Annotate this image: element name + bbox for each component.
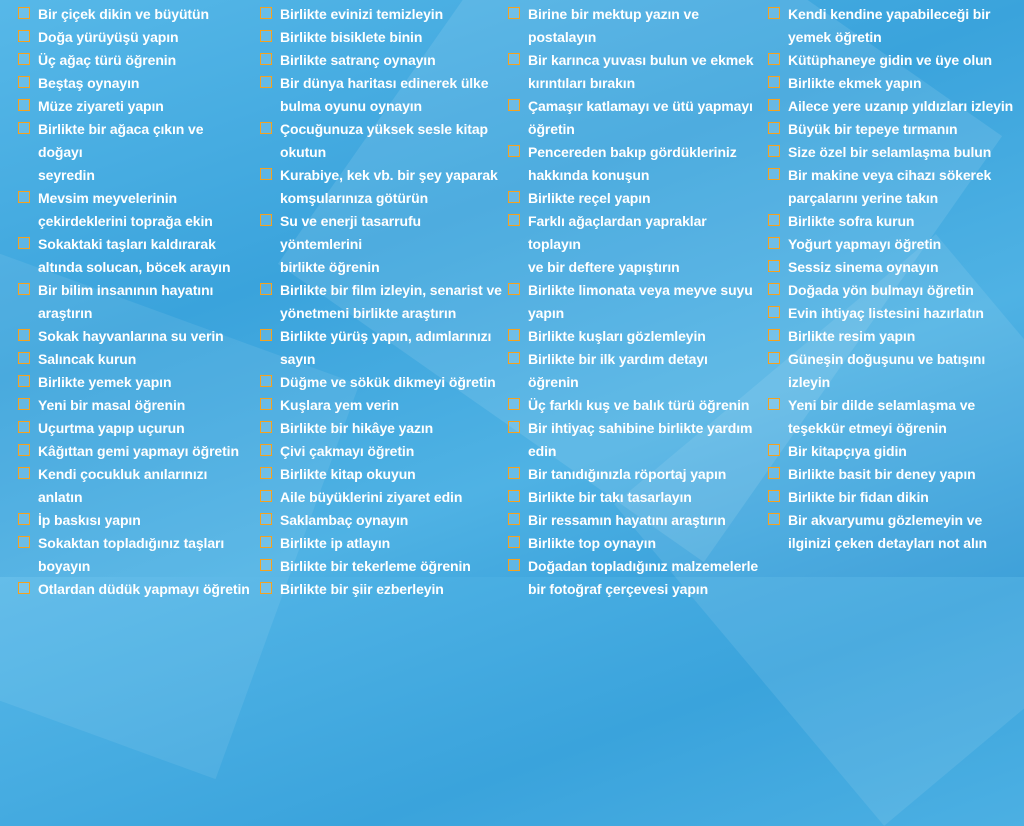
checkbox-icon[interactable] — [18, 283, 30, 295]
checklist-item-label: Birlikte bir şiir ezberleyin — [280, 581, 444, 597]
checklist-item-label: Birlikte bir takı tasarlayın — [528, 489, 692, 505]
checkbox-icon[interactable] — [260, 329, 272, 341]
checkbox-icon[interactable] — [508, 145, 520, 157]
checkbox-icon[interactable] — [768, 99, 780, 111]
checklist-item-label: Birlikte evinizi temizleyin — [280, 6, 444, 22]
checklist-item-label: Bir kitapçıya gidin — [788, 443, 907, 459]
checkbox-icon[interactable] — [260, 122, 272, 134]
checklist-item-label: Doğadan topladığınız malzemelerle bir fotoğraf çerçevesi yapın — [528, 558, 759, 597]
checkbox-icon[interactable] — [508, 490, 520, 502]
checklist-item — [768, 486, 1020, 509]
checklist-item-label: Beştaş oynayın — [38, 75, 140, 91]
checkbox-icon[interactable] — [260, 467, 272, 479]
checklist-item-label: Yoğurt yapmayı öğretin — [788, 236, 942, 252]
checklist-item-label: Birlikte ip atlayın — [280, 535, 391, 551]
checklist-item-label: Sokaktan topladığınız taşları boyayın — [38, 535, 225, 574]
checklist-item-label: Birine bir mektup yazın ve postalayın — [528, 6, 699, 45]
checklist-item-label: Yeni bir masal öğrenin — [38, 397, 186, 413]
checklist-item-label: Kurabiye, kek vb. bir şey yaparak komşularınıza götürün — [280, 167, 498, 206]
checkbox-icon[interactable] — [768, 398, 780, 410]
checkbox-icon[interactable] — [260, 53, 272, 65]
checklist-item-label: Sokak hayvanlarına su verin — [38, 328, 224, 344]
checklist-item — [260, 279, 502, 325]
checkbox-icon[interactable] — [508, 7, 520, 19]
activity-column-4 — [768, 3, 1020, 555]
checklist-item — [768, 302, 1020, 325]
checklist-item — [260, 26, 502, 49]
checklist-item — [768, 509, 1020, 555]
checkbox-icon[interactable] — [260, 559, 272, 571]
checklist-item-label: Mevsim meyvelerinin çekirdeklerini toprağa ekin — [38, 190, 213, 229]
checkbox-icon[interactable] — [18, 237, 30, 249]
checklist-item-label: Birlikte satranç oynayın — [280, 52, 436, 68]
checklist-item-label: Birlikte bir ilk yardım detayı öğrenin — [528, 351, 708, 390]
checkbox-icon[interactable] — [18, 30, 30, 42]
activity-column-3 — [508, 3, 760, 601]
checklist-item-label: Üç ağaç türü öğrenin — [38, 52, 177, 68]
checklist-item-label: Kütüphaneye gidin ve üye olun — [788, 52, 993, 68]
checklist-item — [18, 233, 250, 279]
checklist-item — [260, 118, 502, 164]
checkbox-icon[interactable] — [768, 467, 780, 479]
checkbox-icon[interactable] — [18, 467, 30, 479]
checklist-item — [508, 394, 760, 417]
checklist-item-label: Su ve enerji tasarrufu yöntemlerini birlikte öğrenin — [280, 213, 421, 275]
checklist-item-label: Birlikte bisiklete binin — [280, 29, 423, 45]
checklist-item-label: Birlikte resim yapın — [788, 328, 916, 344]
checkbox-icon[interactable] — [260, 582, 272, 594]
checkbox-icon[interactable] — [508, 398, 520, 410]
checklist-item — [508, 325, 760, 348]
checklist-item — [508, 509, 760, 532]
checklist-item — [260, 486, 502, 509]
checklist-item-label: Bir tanıdığınızla röportaj yapın — [528, 466, 727, 482]
checkbox-icon[interactable] — [260, 375, 272, 387]
checkbox-icon[interactable] — [768, 352, 780, 364]
checklist-item — [18, 463, 250, 509]
checklist-item — [508, 49, 760, 95]
checklist-item — [508, 463, 760, 486]
checklist-item — [508, 95, 760, 141]
checkbox-icon[interactable] — [18, 76, 30, 88]
checklist-item — [18, 187, 250, 233]
checklist-item — [260, 394, 502, 417]
checkbox-icon[interactable] — [260, 168, 272, 180]
checkbox-icon[interactable] — [260, 283, 272, 295]
checklist-item — [260, 325, 502, 371]
checkbox-icon[interactable] — [18, 352, 30, 364]
checklist-item-label: Düğme ve sökük dikmeyi öğretin — [280, 374, 496, 390]
checkbox-icon[interactable] — [768, 122, 780, 134]
checkbox-icon[interactable] — [508, 191, 520, 203]
checkbox-icon[interactable] — [768, 214, 780, 226]
checkbox-icon[interactable] — [18, 7, 30, 19]
checklist-item — [768, 164, 1020, 210]
checklist-item — [768, 256, 1020, 279]
checklist-item-label: Size özel bir selamlaşma bulun — [788, 144, 992, 160]
checkbox-icon[interactable] — [18, 375, 30, 387]
checklist-item — [260, 417, 502, 440]
checklist-item-label: Bir ressamın hayatını araştırın — [528, 512, 726, 528]
checklist-item-label: Birlikte bir tekerleme öğrenin — [280, 558, 471, 574]
checklist-item-label: Kuşlara yem verin — [280, 397, 399, 413]
checklist-item — [18, 118, 250, 187]
checklist-item — [260, 555, 502, 578]
checkbox-icon[interactable] — [18, 398, 30, 410]
checklist-item-label: Üç farklı kuş ve balık türü öğrenin — [528, 397, 750, 413]
checkbox-icon[interactable] — [260, 398, 272, 410]
checklist-item-label: Birlikte bir film izleyin, senarist ve yönetmeni birlikte araştırın — [280, 282, 502, 321]
checklist-item — [18, 95, 250, 118]
checklist-item-label: Çocuğunuza yüksek sesle kitap okutun — [280, 121, 488, 160]
checkbox-icon[interactable] — [768, 145, 780, 157]
checklist-item — [508, 532, 760, 555]
checkbox-icon[interactable] — [768, 237, 780, 249]
checklist-item-label: Çivi çakmayı öğretin — [280, 443, 415, 459]
checkbox-icon[interactable] — [18, 536, 30, 548]
checklist-item — [768, 348, 1020, 394]
checkbox-icon[interactable] — [508, 536, 520, 548]
checkbox-icon[interactable] — [18, 122, 30, 134]
checklist-item-label: Birlikte basit bir deney yapın — [788, 466, 976, 482]
checklist-item — [768, 233, 1020, 256]
checklist-item — [768, 72, 1020, 95]
checklist-item — [768, 210, 1020, 233]
checklist-item — [260, 463, 502, 486]
checkbox-icon[interactable] — [768, 168, 780, 180]
checklist-item — [768, 118, 1020, 141]
checklist-item-label: Salıncak kurun — [38, 351, 137, 367]
checklist-item — [260, 578, 502, 601]
checkbox-icon[interactable] — [18, 191, 30, 203]
checklist-item — [18, 371, 250, 394]
checklist-item-label: Birlikte kitap okuyun — [280, 466, 416, 482]
checklist-item — [18, 3, 250, 26]
checkbox-icon[interactable] — [18, 99, 30, 111]
checklist-item — [260, 532, 502, 555]
checklist-item — [18, 348, 250, 371]
checklist-item-label: Aile büyüklerini ziyaret edin — [280, 489, 463, 505]
checklist-item-label: Sessiz sinema oynayın — [788, 259, 939, 275]
checklist-item-label: Kâğıttan gemi yapmayı öğretin — [38, 443, 239, 459]
activity-column-1 — [18, 3, 250, 601]
checklist-item — [768, 141, 1020, 164]
checkbox-icon[interactable] — [18, 53, 30, 65]
checklist-item — [18, 440, 250, 463]
checklist-item-label: Kendi kendine yapabileceği bir yemek öğretin — [788, 6, 991, 45]
checklist-item — [18, 417, 250, 440]
checklist-item — [260, 371, 502, 394]
checklist-item-label: Doğada yön bulmayı öğretin — [788, 282, 974, 298]
checklist-item — [260, 509, 502, 532]
checkbox-icon[interactable] — [508, 467, 520, 479]
checklist-item-label: Kendi çocukluk anılarınızı anlatın — [38, 466, 208, 505]
checklist-item — [18, 72, 250, 95]
checklist-item-label: Büyük bir tepeye tırmanın — [788, 121, 958, 137]
checklist-item — [260, 49, 502, 72]
checkbox-icon[interactable] — [508, 214, 520, 226]
checkbox-icon[interactable] — [508, 99, 520, 111]
checkbox-icon[interactable] — [508, 559, 520, 571]
checklist-item-label: Doğa yürüyüşü yapın — [38, 29, 179, 45]
checkbox-icon[interactable] — [508, 283, 520, 295]
checklist-item-label: Birlikte reçel yapın — [528, 190, 651, 206]
checklist-item — [768, 49, 1020, 72]
checklist-item — [18, 26, 250, 49]
checkbox-icon[interactable] — [260, 30, 272, 42]
checkbox-icon[interactable] — [260, 490, 272, 502]
checkbox-icon[interactable] — [768, 7, 780, 19]
checklist-item-label: Farklı ağaçlardan yapraklar toplayın ve bir deftere yapıştırın — [528, 213, 707, 275]
checklist-item-label: Uçurtma yapıp uçurun — [38, 420, 185, 436]
checklist-item-label: Bir çiçek dikin ve büyütün — [38, 6, 209, 22]
checkbox-icon[interactable] — [260, 421, 272, 433]
checkbox-icon[interactable] — [260, 513, 272, 525]
checklist-item — [508, 348, 760, 394]
checklist-item — [18, 279, 250, 325]
checkbox-icon[interactable] — [260, 7, 272, 19]
checklist-item-label: Bir makine veya cihazı sökerek parçalarını yerine takın — [788, 167, 992, 206]
checklist-item-label: Bir ihtiyaç sahibine birlikte yardım edin — [528, 420, 753, 459]
checklist-item — [18, 532, 250, 578]
checkbox-icon[interactable] — [768, 490, 780, 502]
checklist-item — [768, 95, 1020, 118]
checkbox-icon[interactable] — [768, 283, 780, 295]
checklist-item — [508, 417, 760, 463]
checklist-item-label: Birlikte kuşları gözlemleyin — [528, 328, 706, 344]
checklist-item — [18, 394, 250, 417]
activity-column-2 — [260, 3, 502, 601]
checkbox-icon[interactable] — [508, 352, 520, 364]
checkbox-icon[interactable] — [18, 582, 30, 594]
checkbox-icon[interactable] — [508, 53, 520, 65]
checklist-item — [508, 210, 760, 279]
checkbox-icon[interactable] — [18, 421, 30, 433]
checklist-item-label: Birlikte top oynayın — [528, 535, 656, 551]
checklist-item — [18, 509, 250, 532]
checklist-item — [260, 440, 502, 463]
checkbox-icon[interactable] — [768, 306, 780, 318]
checklist-item-label: Güneşin doğuşunu ve batışını izleyin — [788, 351, 986, 390]
checklist-item-label: Sokaktaki taşları kaldırarak altında solucan, böcek arayın — [38, 236, 231, 275]
checklist-item-label: Bir karınca yuvası bulun ve ekmek kırıntıları bırakın — [528, 52, 754, 91]
checklist-item — [508, 486, 760, 509]
checklist-item — [18, 325, 250, 348]
checkbox-icon[interactable] — [508, 421, 520, 433]
checklist-item-label: Birlikte sofra kurun — [788, 213, 915, 229]
checklist-item — [260, 164, 502, 210]
checklist-item-label: Yeni bir dilde selamlaşma ve teşekkür etmeyi öğrenin — [788, 397, 976, 436]
checklist-item-label: Evin ihtiyaç listesini hazırlatın — [788, 305, 984, 321]
checkbox-icon[interactable] — [768, 76, 780, 88]
checkbox-icon[interactable] — [18, 329, 30, 341]
checkbox-icon[interactable] — [260, 444, 272, 456]
checklist-item-label: Birlikte bir hikâye yazın — [280, 420, 434, 436]
checklist-item-label: Otlardan düdük yapmayı öğretin — [38, 581, 250, 597]
checkbox-icon[interactable] — [768, 513, 780, 525]
checkbox-icon[interactable] — [768, 53, 780, 65]
checkbox-icon[interactable] — [18, 513, 30, 525]
checklist-item — [768, 440, 1020, 463]
checklist-item-label: Birlikte ekmek yapın — [788, 75, 922, 91]
checklist-item-label: Saklambaç oynayın — [280, 512, 409, 528]
checklist-item-label: Pencereden bakıp gördükleriniz hakkında konuşun — [528, 144, 737, 183]
checklist-item-label: Bir akvaryumu gözlemeyin ve ilginizi çeken detayları not alın — [788, 512, 987, 551]
checklist-item — [260, 3, 502, 26]
checklist-item-label: Birlikte bir ağaca çıkın ve doğayı seyredin — [38, 121, 204, 183]
checklist-item-label: Müze ziyareti yapın — [38, 98, 164, 114]
checklist-item — [768, 3, 1020, 49]
checkbox-icon[interactable] — [508, 329, 520, 341]
checklist-item-label: Ailece yere uzanıp yıldızları izleyin — [788, 98, 1014, 114]
checklist-item — [508, 3, 760, 49]
checkbox-icon[interactable] — [768, 444, 780, 456]
checkbox-icon[interactable] — [260, 214, 272, 226]
checklist-item — [508, 141, 760, 187]
checklist-item — [508, 187, 760, 210]
checklist-item — [768, 325, 1020, 348]
checklist-item-label: Birlikte yemek yapın — [38, 374, 172, 390]
checkbox-icon[interactable] — [18, 444, 30, 456]
checkbox-icon[interactable] — [768, 260, 780, 272]
checklist-item-label: Birlikte limonata veya meyve suyu yapın — [528, 282, 753, 321]
checkbox-icon[interactable] — [768, 329, 780, 341]
checklist-item — [260, 72, 502, 118]
checklist-item-label: Bir bilim insanının hayatını araştırın — [38, 282, 214, 321]
checkbox-icon[interactable] — [260, 76, 272, 88]
checklist-item — [260, 210, 502, 279]
checklist-item-label: İp baskısı yapın — [38, 512, 141, 528]
checklist-item — [768, 394, 1020, 440]
checkbox-icon[interactable] — [508, 513, 520, 525]
checklist-item-label: Bir dünya haritası edinerek ülke bulma oyunu oynayın — [280, 75, 489, 114]
checklist-item — [508, 555, 760, 601]
checklist-item-label: Birlikte bir fidan dikin — [788, 489, 929, 505]
checklist-item-label: Birlikte yürüş yapın, adımlarınızı sayın — [280, 328, 492, 367]
checklist-item — [508, 279, 760, 325]
checklist-item — [18, 578, 250, 601]
checklist-item — [768, 279, 1020, 302]
checklist-item — [768, 463, 1020, 486]
checkbox-icon[interactable] — [260, 536, 272, 548]
checklist-item-label: Çamaşır katlamayı ve ütü yapmayı öğretin — [528, 98, 753, 137]
checklist-item — [18, 49, 250, 72]
